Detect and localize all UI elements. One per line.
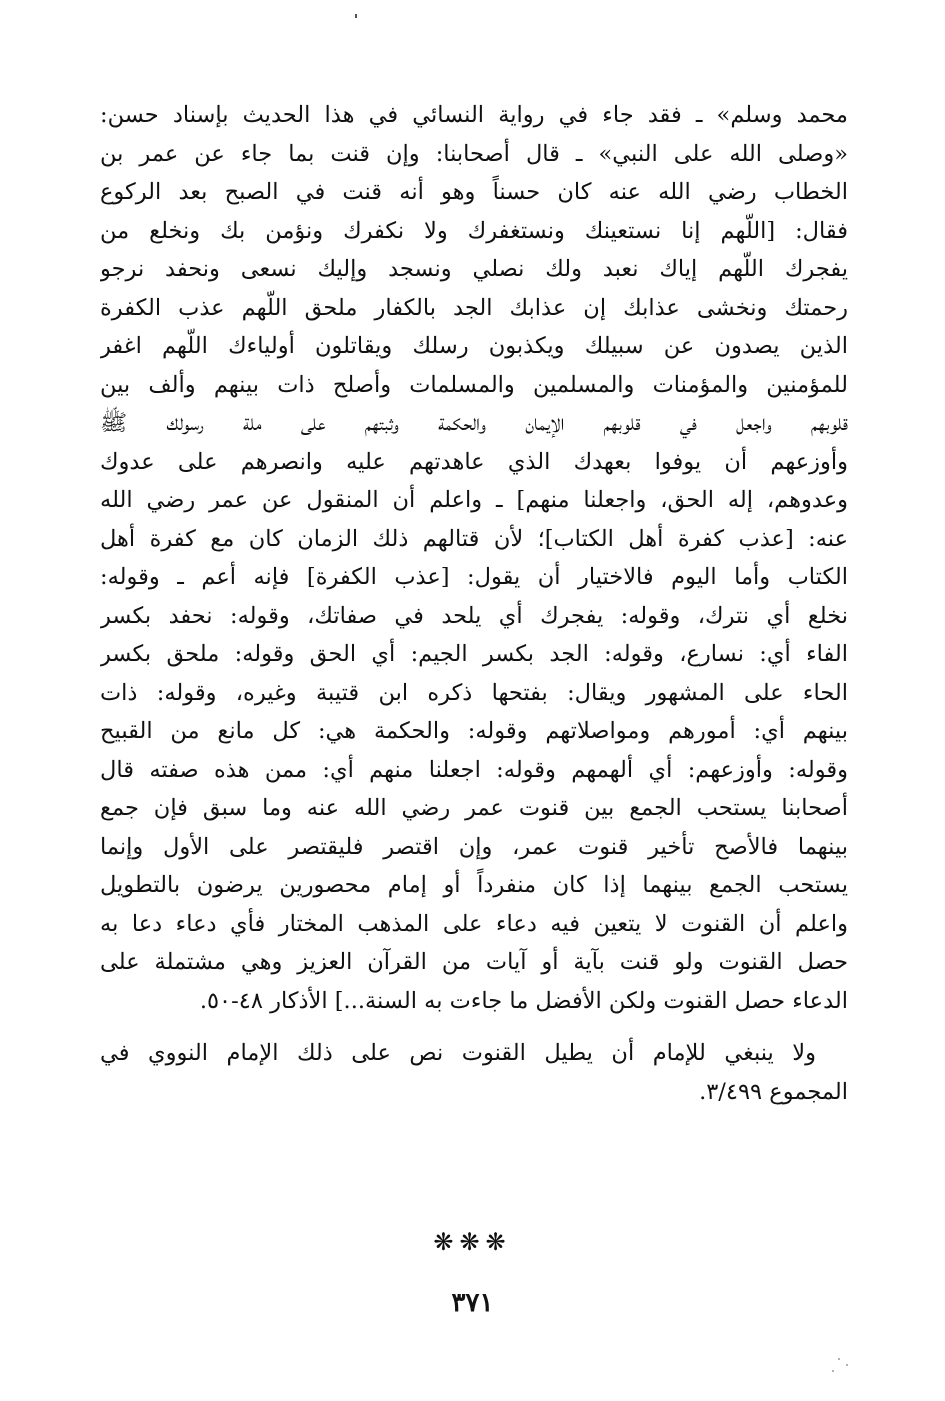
text-line: وعدوهم، إله الحق، واجعلنا منهم] ـ واعلم أن المنقول عن عمر رضي الله xyxy=(100,487,848,513)
text-line: فقال: [اللّهم إنا نستعينك ونستغفرك ولا نكفرك ونؤمن بك ونخلع من xyxy=(100,217,848,244)
paragraph-2 xyxy=(100,1034,848,1111)
text-line: رحمتك ونخشى عذابك إن عذابك الجد بالكفار ملحق اللّهم عذب الكفرة xyxy=(100,294,848,321)
text-line: قلوبهم واجعل في قلوبهم الإيمان والحكمة وثبتهم على ملة رسولك ﷺ xyxy=(100,410,848,436)
text-line: الفاء أي: نسارع، وقوله: الجد بكسر الجيم: أي الحق وقوله: ملحق بكسر xyxy=(100,641,848,667)
text-line: للمؤمنين والمؤمنات والمسلمين والمسلمات وأصلح ذات بينهم وألف بين xyxy=(100,371,848,398)
page-body xyxy=(100,96,848,1111)
page-number: ٣٧١ xyxy=(451,1288,494,1318)
text-line: الخطاب رضي الله عنه كان حسناً وهو أنه قنت في الصبح بعد الركوع xyxy=(100,179,848,205)
text-line: الدعاء حصل القنوت ولكن الأفضل ما جاءت به السنة...] الأذكار ٤٨-٥٠. xyxy=(199,987,848,1014)
text-line: المجموع ٣/٤٩٩. xyxy=(699,1078,848,1105)
scan-speck xyxy=(846,1364,848,1366)
scan-mark xyxy=(355,14,357,18)
text-line: بينهم أي: أمورهم ومواصلاتهم وقوله: والحكمة هي: كل مانع من القبيح xyxy=(100,718,848,744)
scan-speck xyxy=(838,1358,840,1360)
text-line: ولا ينبغي للإمام أن يطيل القنوت نص على ذلك الإمام النووي في xyxy=(100,1040,816,1066)
text-line: الكتاب وأما اليوم فالاختيار أن يقول: [عذب الكفرة] فإنه أعم ـ وقوله: xyxy=(100,564,848,590)
text-line: يفجرك اللّهم إياك نعبد ولك نصلي ونسجد وإليك نسعى ونحفد نرجو xyxy=(100,256,848,282)
text-line: الحاء على المشهور ويقال: بفتحها ذكره ابن قتيبة وغيره، وقوله: ذات xyxy=(100,679,848,706)
scan-speck xyxy=(832,1370,834,1372)
text-line: وأوزعهم أن يوفوا بعهدك الذي عاهدتهم عليه وانصرهم على عدوك xyxy=(100,448,848,475)
text-line: وقوله: وأوزعهم: أي ألهمهم وقوله: اجعلنا منهم أي: ممن هذه صفته قال xyxy=(100,756,848,783)
text-line: واعلم أن القنوت لا يتعين فيه دعاء على المذهب المختار فأي دعاء دعا به xyxy=(100,910,848,937)
text-line: «وصلى الله على النبي» ـ قال أصحابنا: وإن قنت بما جاء عن عمر بن xyxy=(100,140,848,167)
text-line: يستحب الجمع بينهما إذا كان منفرداً أو إمام محصورين يرضون بالتطويل xyxy=(100,872,848,898)
text-line: نخلع أي نترك، وقوله: يفجرك أي يلحد في صفاتك، وقوله: نحفد بكسر xyxy=(100,602,848,629)
text-line: بينهما فالأصح تأخير قنوت عمر، وإن اقتصر فليقتصر على الأول وإنما xyxy=(100,833,848,860)
section-separator: ❋❋❋ xyxy=(433,1228,512,1256)
paragraph-1 xyxy=(100,96,848,1020)
text-line: أصحابنا يستحب الجمع بين قنوت عمر رضي الله عنه وما سبق فإن جمع xyxy=(100,795,848,821)
text-line: الذين يصدون عن سبيلك ويكذبون رسلك ويقاتلون أولياءك اللّهم اغفر xyxy=(100,333,848,359)
text-line: محمد وسلم» ـ فقد جاء في رواية النسائي في هذا الحديث بإسناد حسن: xyxy=(100,102,848,128)
text-line: عنه: [عذب كفرة أهل الكتاب]؛ لأن قتالهم ذلك الزمان كان مع كفرة أهل xyxy=(100,525,848,552)
text-line: حصل القنوت ولو قنت بآية أو آيات من القرآن العزيز وهي مشتملة على xyxy=(100,949,848,975)
